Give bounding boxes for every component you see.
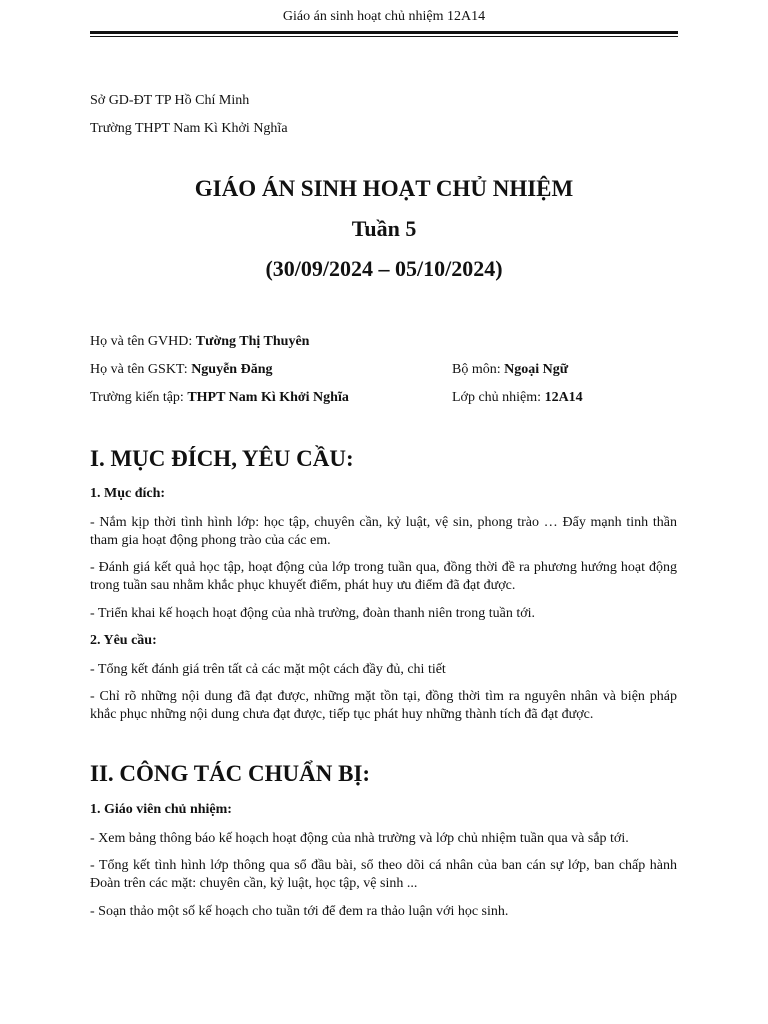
document-title: GIÁO ÁN SINH HOẠT CHỦ NHIỆM xyxy=(194,176,574,201)
section-2-paragraph-2: - Tổng kết tình hình lớp thông qua sổ đầu bài, sổ theo dõi cá nhân của ban cán sự lớp, ban chấp hành Đoàn trên các mặt: chuyên cần, kỷ luật, học tập, vệ sinh ... xyxy=(90,858,677,891)
running-header: Giáo án sinh hoạt chủ nhiệm 12A14 xyxy=(282,9,486,24)
class-label: Lớp chủ nhiệm: xyxy=(452,390,545,405)
gskt-label: Họ và tên GSKT: xyxy=(90,362,192,377)
subject-line xyxy=(452,362,568,378)
school-name: Trường THPT Nam Kì Khởi Nghĩa xyxy=(90,121,288,136)
week-label: Tuần 5 xyxy=(351,216,417,241)
section-1-paragraph-2: - Đánh giá kết quả học tập, hoạt động của lớp trong tuần qua, đồng thời đề ra phương hướng hoạt động trong tuần sau nhằm khắc phục khuyết điểm, phát huy ưu điểm đã đạt được. xyxy=(90,560,677,593)
gvhd-line xyxy=(90,334,309,350)
section-1-sub-requirements: 2. Yêu cầu: xyxy=(90,633,157,648)
section-2-paragraph-3: - Soạn thảo một số kế hoạch cho tuần tới để đem ra thảo luận với học sinh. xyxy=(90,904,509,919)
class-line xyxy=(452,390,583,406)
class-value: 12A14 xyxy=(544,390,583,405)
section-1-sub-purpose: 1. Mục đích: xyxy=(90,486,166,501)
gvhd-label: Họ và tên GVHD: xyxy=(90,334,196,349)
gskt-line xyxy=(90,362,272,378)
section-2-sub-teacher: 1. Giáo viên chủ nhiệm: xyxy=(90,802,232,817)
section-1-heading: I. MỤC ĐÍCH, YÊU CẦU: xyxy=(90,446,354,471)
date-range: (30/09/2024 – 05/10/2024) xyxy=(265,256,503,281)
practice-school-line xyxy=(90,390,349,406)
section-2-paragraph-1: - Xem bảng thông báo kế hoạch hoạt động của nhà trường và lớp chủ nhiệm tuần qua và sắp tới. xyxy=(90,831,629,846)
gvhd-value: Tường Thị Thuyên xyxy=(195,334,310,349)
section-1-paragraph-5: - Chỉ rõ những nội dung đã đạt được, những mặt tồn tại, đồng thời tìm ra nguyên nhân và biện pháp khắc phục những nội dung chưa đạt được, tiếp tục phát huy những thành tích đã đạt được. xyxy=(90,689,677,722)
subject-value: Ngoại Ngữ xyxy=(504,362,569,377)
subject-label: Bộ môn: xyxy=(452,362,505,377)
header-rule-thin xyxy=(90,36,678,37)
section-1-paragraph-1: - Nắm kịp thời tình hình lớp: học tập, chuyên cần, kỷ luật, vệ sin, phong trào … Đẩy mạnh tinh thần tham gia hoạt động phong trào của các em. xyxy=(90,515,677,548)
gskt-value: Nguyễn Đăng xyxy=(191,362,273,377)
section-1-paragraph-3: - Triển khai kế hoạch hoạt động của nhà trường, đoàn thanh niên trong tuần tới. xyxy=(90,606,536,621)
header-rule-thick xyxy=(90,31,678,34)
section-1-paragraph-4: - Tổng kết đánh giá trên tất cả các mặt một cách đầy đủ, chi tiết xyxy=(90,662,446,677)
practice-school-value: THPT Nam Kì Khởi Nghĩa xyxy=(187,390,349,405)
section-2-heading: II. CÔNG TÁC CHUẨN BỊ: xyxy=(90,761,371,786)
department-name: Sở GD-ĐT TP Hồ Chí Minh xyxy=(90,93,250,108)
practice-school-label: Trường kiến tập: xyxy=(90,390,188,405)
